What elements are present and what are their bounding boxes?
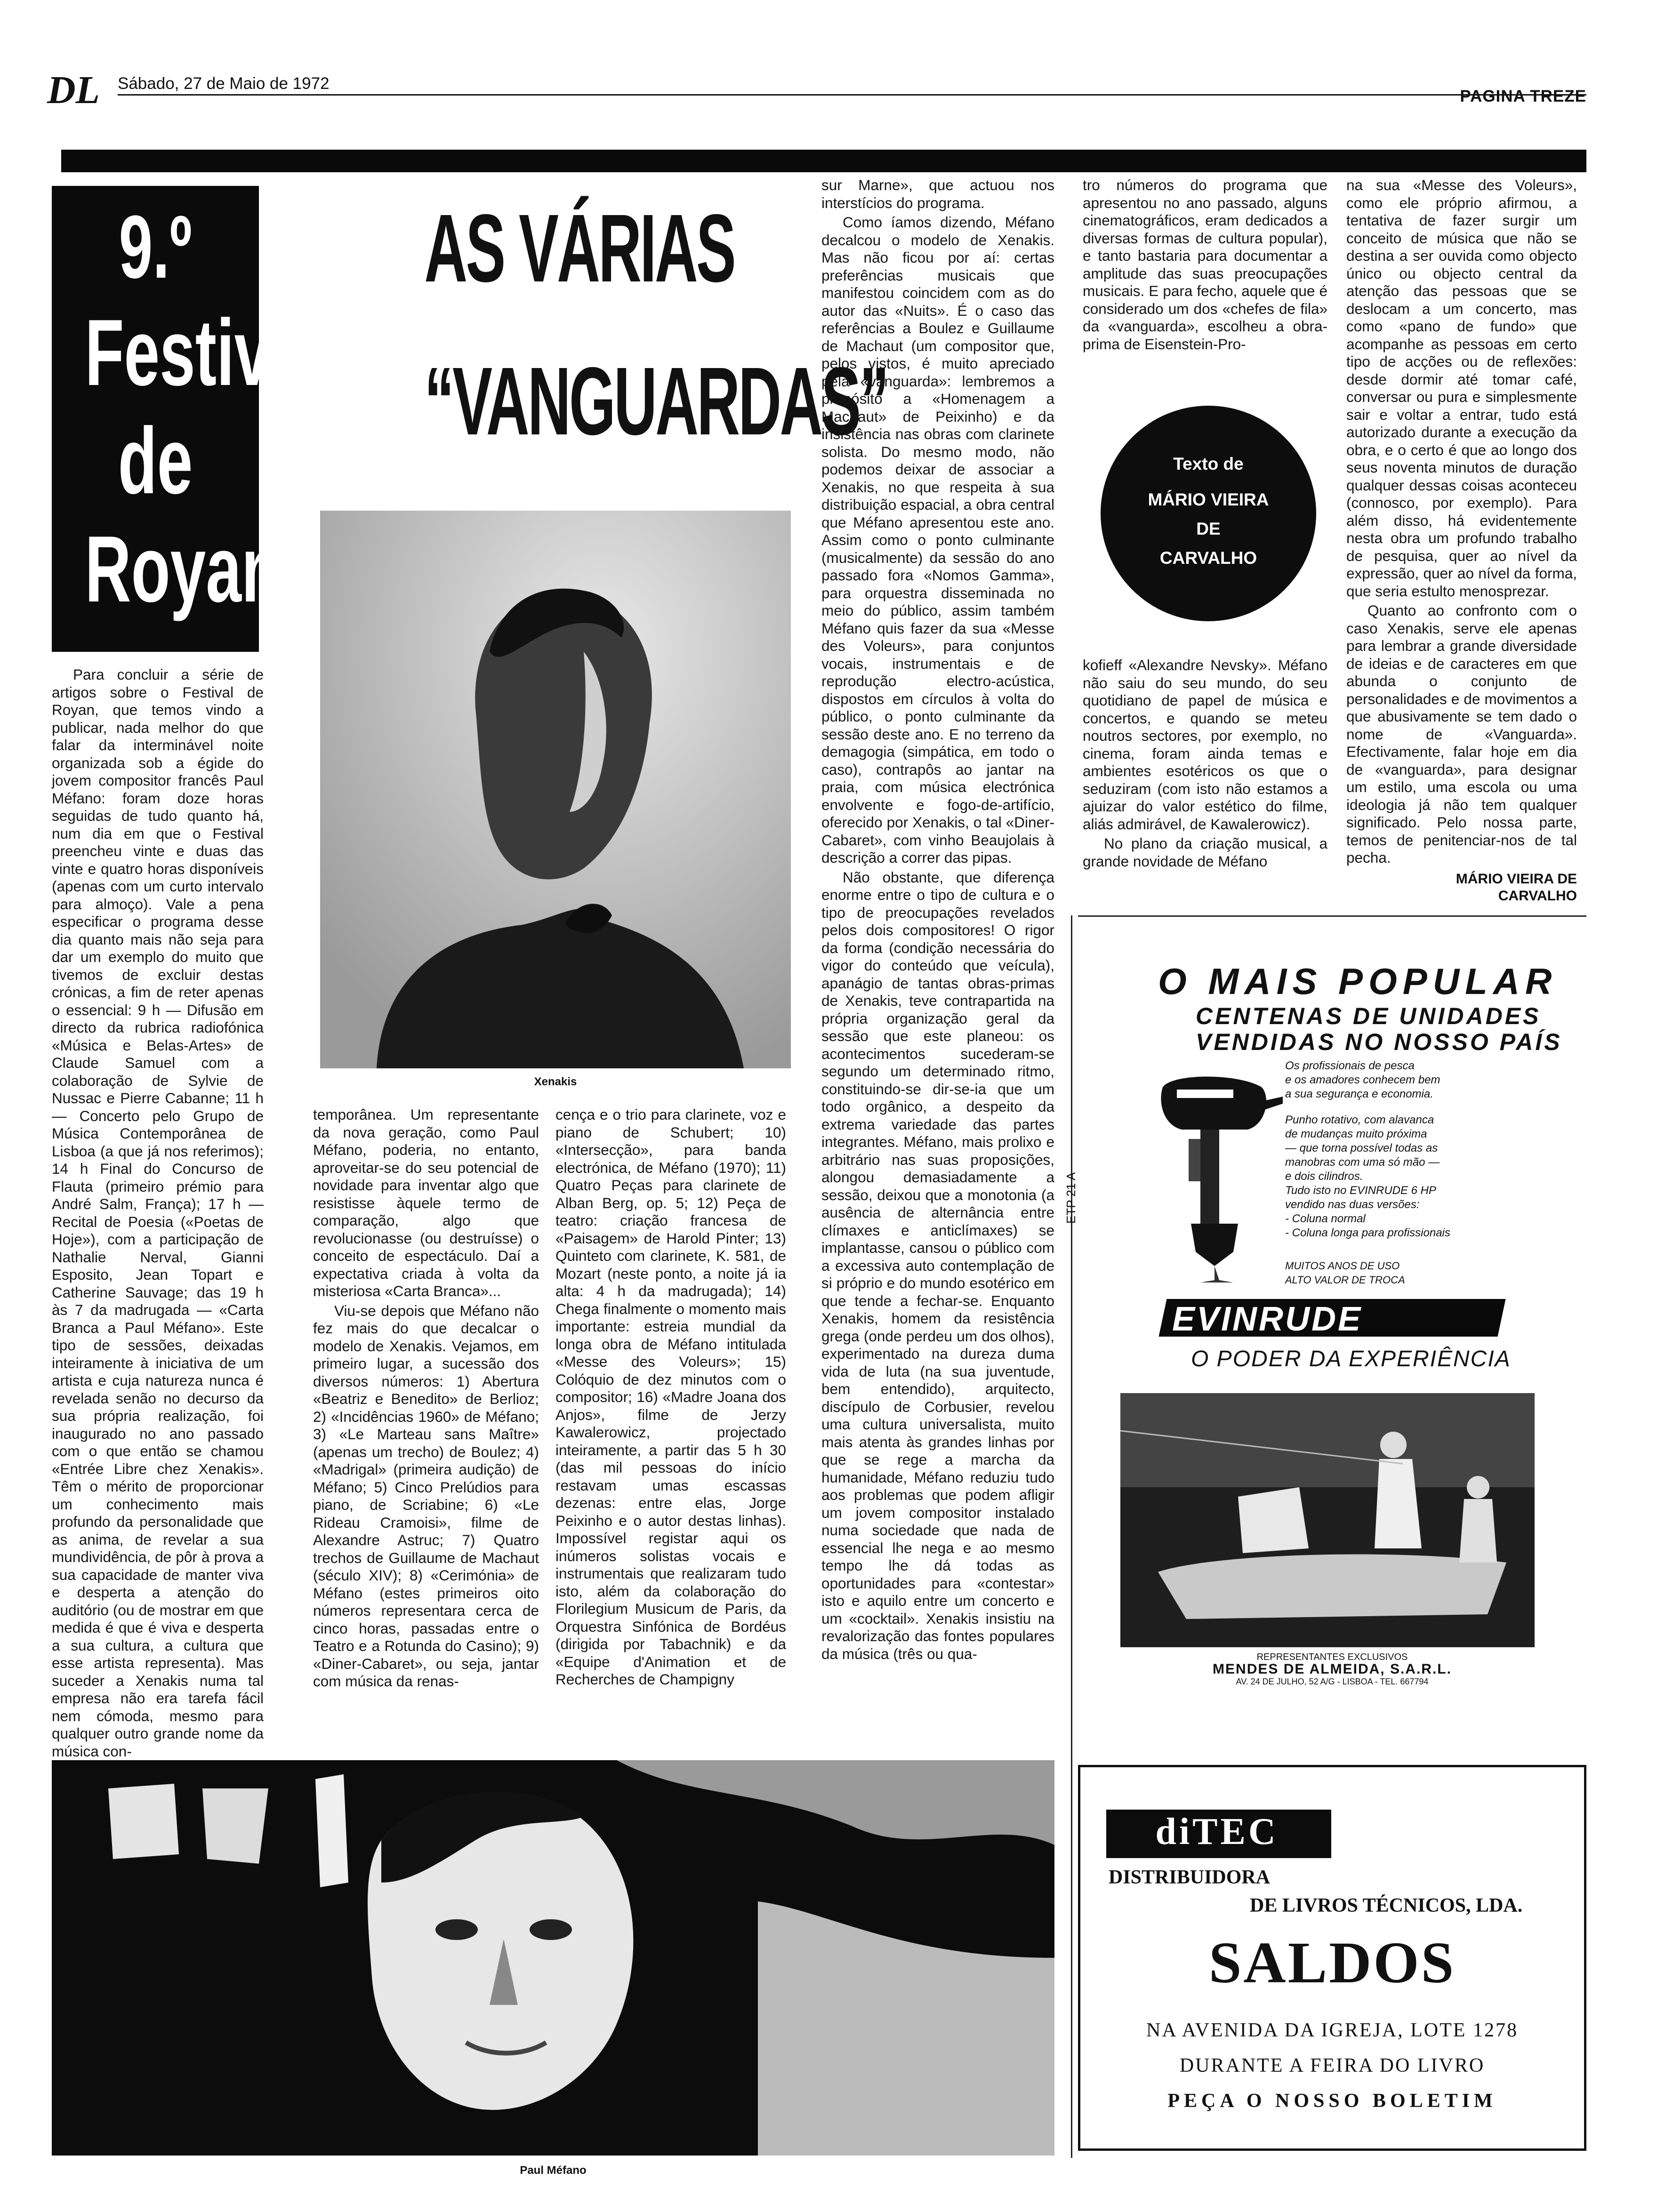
ad-top-rule [1078, 915, 1586, 917]
evinrude-logo: EVINRUDE [1172, 1300, 1363, 1338]
festival-ordinal: 9.º [119, 197, 192, 297]
ad-copy-3 [1285, 1259, 1405, 1287]
ditec-sale: SALDOS [1208, 1931, 1456, 1996]
mefano-caption: Paul Méfano [520, 2164, 587, 2177]
ditec-line-3: NA AVENIDA DA IGREJA, LOTE 1278 [1146, 2020, 1518, 2041]
section-bar [61, 150, 1586, 172]
column-1-paragraph: Para concluir a série de artigos sobre o Festival de Royan, que temos vindo a publicar, nada melhor do que falar da interminável noite organizada sob a égide do jovem compositor francês Paul Méfano: foram doze horas seguidas de tudo quanto há, num dia em que o Festival preencheu vinte e duas das vinte e quatro horas disponíveis (apenas com um curto intervalo para almoço). Vale a pena especificar o programa desse dia quanto mais não seja para dar um exemplo do muito que tivemos de excluir destas crónicas, a fim de reter apenas o essencial: 9 h — Difusão em directo da rubrica radiofónica «Música e Belas-Artes» de Claude Samuel com a colaboração de Sylvie de Nussac e Pierre Cabanne; 11 h — Concerto pelo Grupo de Música Contemporânea de Lisboa (a que já nos referimos); 14 h Final do Concurso de Flauta (primeiro prémio para André Salm, França); 17 h — Recital de Poesia («Poetas de Hoje»), com a participação de Nathalie Nerval, Gianni Esposito, Jean Topart e Catherine Sauvage; das 19 h às 7 da madrugada — «Carta Branca a Paul Méfano». Este tipo de sessões, deixadas inteiramente à iniciativa de um artista e cuja natureza nunca é revelada senão no decurso da sua própria realização, foi inaugurado no ano passado com o que então se chamou «Entrée Libre chez Xenakis». Têm o mérito de proporcionar um conhecimento mais profundo da personalidade que as anima, de revelar a sua mundividência, de pôr à prova a sua capacidade de manter viva e desperta a atenção do auditório (ou de mostrar em que medida é que é viva e desperta a sua cultura, a cultura que esse artista representa). Mas suceder a Xenakis numa tal empresa não era tarefa fácil nem cómoda, mesmo para qualquer outro grande nome da música con- [52, 666, 264, 1760]
article-column-3 [555, 1106, 786, 1694]
signature-line-1: MÁRIO VIEIRA DE [1456, 871, 1577, 887]
column-4-paragraph-2: Como íamos dizendo, Méfano decalcou o modelo de Xenakis. Mas não ficou por aí: certas preferências musicais que manifestou coincidem com as do autor das «Nuits». É o caso das referências a Boulez e Guillaume de Machaut (um compositor que, pelos vistos, é muito apreciado pela «vanguarda»: lembremos a propósito a «Homenagem a Machaut» de Peixinho) e da insistência nas obras com clarinete solista. Do mesmo modo, não podemos deixar de associar a Xenakis, no que respeita à sua distribuição espacial, a obra central que Méfano apresentou este ano. Assim como o ponto culminante (musicalmente) da sessão do ano passado fora «Nomos Gamma», para orquestra disseminada no meio do público, assim também Méfano quis fazer da sua «Messe des Voleurs», para conjuntos vocais, instrumentais e de reprodução electro-acústica, dispostos em círculos à volta do público, o ponto culminante da sessão deste ano. E no terreno da demagogia (simpática, em todo o caso), contrapôs ao jantar na praia, com música electrónica envolvente e fogo-de-artifício, oferecido por Xenakis, o tal «Diner-Cabaret», com vinho Beaujolais à descrição a correr das pipas. [821, 214, 1054, 866]
column-4-paragraph-3: Não obstante, que diferença enorme entre o tipo de cultura e o tipo de preocupações revelados pelos dois compositores! O rigor da forma (condição necessária do vigor do conteúdo que veícula), apanágio de tantas obras-primas de Xenakis, teve contrapartida na própria organização geral da sessão que este planeou: os acontecimentos sucederam-se segundo um determinado ritmo, constituindo-se dir-se-ia que um todo orgânico, a despeito da extrema variedade das partes integrantes. Méfano, mais prolixo e arbitrário nas suas proposições, alongou demasiadamente a sessão, deixou que a monotonia (a ausência de alternância entre clímaxes e anticlímaxes) se implantasse, cansou o público com a excessiva auto contemplação de si próprio e do mundo esotérico em que tende a fechar-se. Enquanto Xenakis, homem da resistência grega (onde perdeu um dos olhos), experimentado na dureza duma vida de luta (na sua juventude, bem entendido), arquitecto, discípulo de Corbusier, revelou uma cultura universalista, muito mais atenta às grandes linhas por que se rege a marcha da humanidade, Méfano reduziu tudo aos problemas que podem afligir um jovem compositor instalado numa sociedade que nada de essencial lhe nega e ao mesmo tempo lhe dá todas as oportunidades para «contestar» isto e aquilo entre um concerto e um «cocktail». Xenakis insistiu na revalorização das fontes populares da música (três ou qua- [821, 868, 1054, 1662]
ditec-line-4: DURANTE A FEIRA DO LIVRO [1179, 2055, 1485, 2076]
ad-line: Tudo isto no EVINRUDE 6 HP [1285, 1184, 1437, 1197]
article-column-5-bottom [1083, 657, 1327, 894]
masthead-logo: DL [47, 68, 100, 112]
column-2-paragraph-1: temporânea. Um representante da nova geração, como Paul Méfano, poderia, no entanto, aproveitar-se do seu potencial de novidade para inventar algo que resistisse àquele termo de comparação, algo que revolucionasse (ou destruísse) o conceito de espectáculo. Daí a expectativa criada à volta da misteriosa «Carta Branca»... [313, 1106, 539, 1299]
ad-line: MUITOS ANOS DE USO [1285, 1260, 1400, 1272]
column-5-paragraph-2: kofieff «Alexandre Nevsky». Méfano não saiu do seu mundo, do seu quotidiano de papel de música e concertos, e quando se meteu noutros sectores, por exemplo, no cinema, foram ainda temas e ambientes esotéricos os que o seduziram (com isto não estamos a ajuizar do valor estético do filme, aliás admirável, de Kawalerowicz). [1083, 657, 1327, 833]
xenakis-photo [320, 511, 791, 1068]
signature-line-2: CARVALHO [1498, 888, 1577, 904]
ad-line: e dois cilindros. [1285, 1170, 1363, 1183]
byline-name-2: DE [1196, 519, 1221, 538]
festival-de: de [118, 409, 193, 513]
xenakis-caption: Xenakis [534, 1075, 577, 1088]
ad-copy-1 [1285, 1059, 1440, 1101]
ad-line: vendido nas duas versões: [1285, 1198, 1420, 1211]
byline-name-3: CARVALHO [1159, 548, 1257, 568]
headline-line1: AS VÁRIAS [424, 194, 735, 302]
byline-circle [1101, 406, 1316, 621]
header-rule [118, 94, 1586, 96]
article-column-1 [52, 666, 264, 1760]
ad-line: - Coluna normal [1285, 1212, 1366, 1225]
ad-line: de mudanças muito próxima [1285, 1128, 1427, 1140]
ditec-logo: diTEC [1155, 1811, 1279, 1852]
column-2-paragraph-2: Viu-se depois que Méfano não fez mais do que decalcar o modelo de Xenakis. Vejamos, em primeiro lugar, a sucessão dos diversos números: 1) Abertura «Beatriz e Benedito» de Berlioz; 2) «Incidências 1960» de Méfano; 3) «Le Marteau sans Maître» (apenas um trecho) de Boulez; 4) «Madrigal» (primeira audição) de Méfano; 5) Cinco Prelúdios para piano, de Scriabine; 6) «Le Rideau Cramoisi», filme de Alexandre Astruc; 7) Quatro trechos de Guillaume de Machaut (século XIV); 8) «Cerimónia» de Méfano (estes primeiros oito números representara cerca de cinco horas, passadas entre o Teatro e a Rotunda do Casino); 9) «Diner-Cabaret», ou seja, jantar com música da renas- [313, 1302, 539, 1690]
festival-word: Festival [85, 300, 323, 405]
ad-line: - Coluna longa para profissionais [1285, 1226, 1450, 1239]
page-name: PAGINA TREZE [1460, 87, 1586, 105]
ad-code: ETP 21 A [1064, 1172, 1078, 1224]
ditec-line-1: DISTRIBUIDORA [1109, 1867, 1271, 1888]
ad-company: MENDES DE ALMEIDA, S.A.R.L. [1213, 1661, 1452, 1677]
ad-line: Punho rotativo, com alavanca [1285, 1114, 1434, 1126]
headline-line2: “VANGUARDAS” [424, 347, 888, 455]
column-4-paragraph-1: sur Marne», que actuou nos interstícios do programa. [821, 176, 1054, 211]
column-6-paragraph-1: na sua «Messe des Voleurs», como ele próprio afirmou, a tentativa de fazer surgir um conceito de música que não se destina a ser ouvida como objecto único ou objecto central da atenção das pessoas que se deslocam a um concerto, mas como «pano de fundo» que acompanhe as pessoas em certo tipo de acções ou de reflexões: desde dormir até tomar café, conversar ou pura e simplesmente sair e voltar a entrar, tudo está autorizado durante a execução da obra, e o certo é que ao longo dos seus noventa minutos de duração qualquer dessas coisas aconteceu (connosco, por exemplo). Para além disso, há evidentemente nesta obra um profundo trabalho de pesquisa, quer ao nível da expressão, quer ao nível da forma, que seria estulto menosprezar. [1346, 176, 1577, 600]
byline-name-1: MÁRIO VIEIRA [1148, 490, 1269, 509]
ad-line: e os amadores conhecem bem [1285, 1074, 1440, 1086]
byline-label: Texto de [1173, 454, 1244, 473]
ad-line: ALTO VALOR DE TROCA [1285, 1274, 1405, 1286]
ditec-ad [1078, 1765, 1586, 2151]
fishing-boat-photo [1120, 1393, 1535, 1647]
outboard-motor-illustration [1144, 1068, 1285, 1285]
column-rule [1071, 915, 1072, 2158]
festival-box [52, 186, 323, 652]
headline [330, 194, 888, 455]
ad-copy-2 [1285, 1113, 1450, 1240]
ad-line: Os profissionais de pesca [1285, 1059, 1415, 1072]
article-column-5-top [1083, 176, 1327, 398]
article-column-4 [821, 176, 1054, 1694]
ad-slogan: O PODER DA EXPERIÊNCIA [1191, 1346, 1511, 1371]
issue-date: Sábado, 27 de Maio de 1972 [118, 74, 330, 93]
mefano-photo [52, 1760, 1054, 2156]
ad-rep-label: REPRESENTANTES EXCLUSIVOS [1256, 1652, 1408, 1662]
column-6-paragraph-2: Quanto ao confronto com o caso Xenakis, serve ele apenas para lembrar a grande diversidade de ideias e de caracteres em que abunda o conjunto de personalidades e de movimentos a que abusivamente se tem dado o nome de «Vanguarda». Efectivamente, falar hoje em dia de «vanguarda», para designar um estilo, uma escola ou uma ideologia já não tem qualquer significado. Pelo nossa parte, temos de penitenciar-nos de tal pecha. [1346, 602, 1577, 866]
column-3-paragraph: cença e o trio para clarinete, voz e piano de Schubert; 10) «Intersecção», para banda electrónica, de Méfano (1970); 11) Quatro Peças para clarinete de Alban Berg, op. 5; 12) Peça de teatro: criação francesa de «Paisagem» de Harold Pinter; 13) Quinteto com clarinete, K. 581, de Mozart (neste ponto, a noite já ia alta: 4 h da madrugada); 14) Chega finalmente o momento mais importante: estreia mundial da longa obra de Méfano intitulada «Messe des Voleurs»; 15) Colóquio de dez minutos com o compositor; 16) «Madre Joana dos Anjos», filme de Jerzy Kawalerowicz, projectado inteiramente, a partir das 5 h 30 (das mil pessoas do início restavam umas escassas dezenas: entre elas, Jorge Peixinho e o autor destas linhas). Impossível registar aqui os inúmeros solistas vocais e instrumentais que realizaram tudo isto, além da colaboração do Florilegium Musicum de Paris, da Orquestra Sinfónica de Bordéus (dirigida por Tabachnik) e da «Equipe d'Animation et de Recherches de Champigny [555, 1106, 786, 1688]
ad-subheadline-2: VENDIDAS NO NOSSO PAÍS [1196, 1029, 1562, 1055]
article-column-6 [1346, 176, 1577, 901]
ditec-line-5: PEÇA O NOSSO BOLETIM [1167, 2090, 1497, 2112]
author-signature [1393, 871, 1577, 905]
ad-line: a sua segurança e economia. [1285, 1088, 1433, 1100]
article-column-2 [313, 1106, 539, 1694]
column-5-paragraph-1: tro números do programa que apresentou no ano passado, alguns cinematográficos, eram dedicados a diversas formas de cultura popular), e tanto bastaria para documentar a amplitude das suas preocupações musicais. E para fecho, aquele que é considerado um dos «chefes de fila» da «vanguarda», escolheu a obra-prima de Eisenstein-Pro- [1083, 176, 1327, 353]
festival-royan: Royan [85, 517, 281, 622]
evinrude-ad [1064, 941, 1586, 1686]
column-5-paragraph-3: No plano da criação musical, a grande novidade de Méfano [1083, 835, 1327, 870]
ad-address: AV. 24 DE JULHO, 52 A/G - LISBOA - TEL. 667794 [1236, 1677, 1429, 1686]
ad-subheadline-1: CENTENAS DE UNIDADES [1196, 1003, 1541, 1029]
ad-line: manobras com uma só mão — [1285, 1156, 1440, 1169]
ad-headline: O MAIS POPULAR [1158, 961, 1558, 1002]
ditec-line-2: DE LIVROS TÉCNICOS, LDA. [1250, 1895, 1523, 1916]
ad-line: — que torna possível todas as [1285, 1142, 1438, 1154]
